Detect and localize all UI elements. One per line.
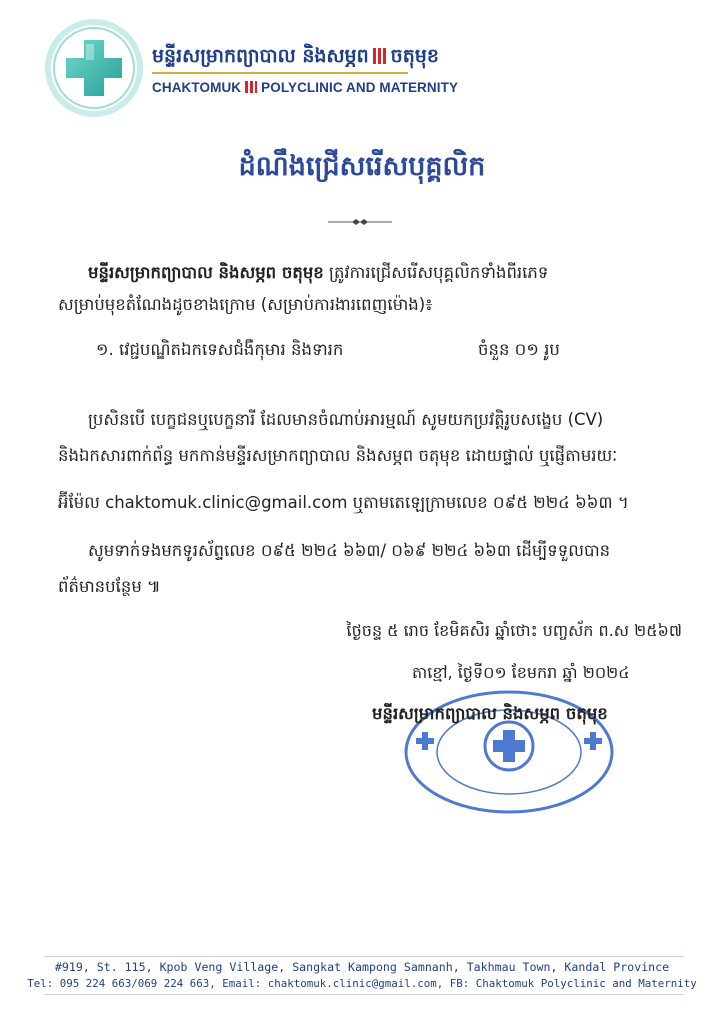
brand-bars-mark-en [245, 81, 257, 93]
place-date: តាខ្មៅ, ថ្ងៃទី០១ ខែមករា ឆ្នាំ ២០២៤ [412, 663, 630, 682]
intro-line-2: សម្រាប់មុខតំណែងដូចខាងក្រោម (សម្រាប់ការងារពេញម៉ោង)៖ [58, 295, 433, 314]
brand-name-khmer-suffix: ចតុមុខ [390, 45, 439, 67]
brand-name-khmer-main: មន្ទីរសម្រាកព្យាបាល និងសម្ភព [152, 45, 369, 67]
brand-bars-mark [373, 48, 387, 64]
apply-line-1: ប្រសិនបើ បេក្ខជនឬបេក្ខនារី ដែលមានចំណាប់អារម្មណ៍ សូមយកប្រវត្តិរូបសង្ខេប (CV) [88, 410, 604, 429]
intro-clinic-name: មន្ទីរសម្រាកព្យាបាល និងសម្ភព ចតុមុខ [88, 263, 324, 282]
brand-name-english-main: CHAKTOMUK [152, 80, 242, 95]
intro-line-1 [88, 263, 548, 287]
brand-name-english [152, 80, 458, 95]
brand-name-khmer [152, 44, 439, 72]
position-item-1: ១. វេជ្ជបណ្ឌិតឯកទេសជំងឺកុមារ និងទារក [96, 340, 344, 359]
contact-line-1: សូមទាក់ទងមកទូរស័ព្ទលេខ ០៩៥ ២២៤ ៦៦៣/ ០៦៩ ២២៤ ៦៦៣ ដើម្បីទទួលបាន [88, 541, 611, 560]
medical-cross-icon [44, 18, 144, 118]
lunar-date: ថ្ងៃចន្ទ ៥ រោច ខែមិគសិរ ឆ្នាំថោះ បញ្ចស័ក ព.ស ២៥៦៧ [346, 621, 682, 640]
signer-name: មន្ទីរសម្រាកព្យាបាល និងសម្ភព ចតុមុខ [372, 704, 608, 723]
position-item-1-count: ចំនួន ០១ រូប [478, 340, 560, 359]
footer-contact: Tel: 095 224 663/069 224 663, Email: chaktomuk.clinic@gmail.com, FB: Chaktomuk Polyclinic and Maternity [27, 977, 697, 990]
page-title: ដំណឹងជ្រើសរើសបុគ្គលិក [238, 151, 486, 182]
contact-line-2: ព័ត៌មានបន្ថែម ៕ [58, 577, 161, 596]
footer-address: #919, St. 115, Kpob Veng Village, Sangkat Kampong Samnanh, Takhmau Town, Kandal Province [54, 960, 670, 974]
brand-divider [152, 72, 408, 74]
apply-line-3: អ៊ីម៉ែល chaktomuk.clinic@gmail.com ឬតាមតេឡេក្រាមលេខ ០៩៥ ២២៤ ៦៦៣ ។ [58, 493, 629, 512]
footer-divider-bottom [44, 994, 684, 995]
intro-rest: ត្រូវការជ្រើសរើសបុគ្គលិកទាំងពីរភេទ [323, 263, 549, 282]
brand-name-english-suffix: POLYCLINIC AND MATERNITY [261, 80, 459, 95]
apply-line-2: និងឯកសារពាក់ព័ន្ធ មកកាន់មន្ទីរសម្រាកព្យាបាល និងសម្ភព ចតុមុខ ដោយផ្ទាល់ ឬផ្ញើតាមរយៈ [58, 446, 618, 465]
footer-divider-top [44, 956, 684, 957]
ornament-divider-icon [328, 218, 392, 226]
